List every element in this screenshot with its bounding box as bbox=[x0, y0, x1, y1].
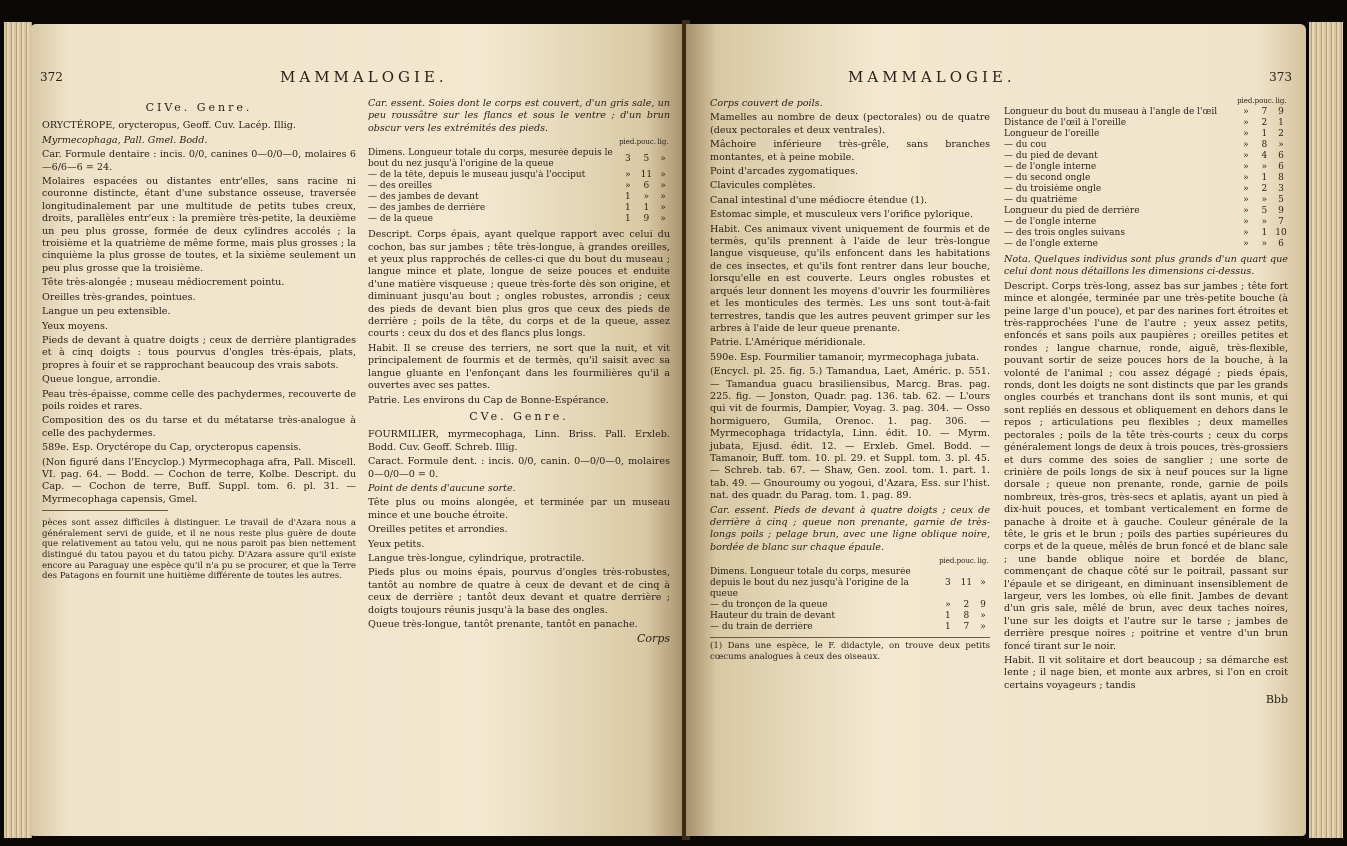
left-column-1 bbox=[42, 98, 356, 584]
dim-value: 1 bbox=[1261, 173, 1268, 183]
patrie-text: Patrie. L'Amérique méridionale. bbox=[710, 337, 866, 349]
table-row bbox=[1004, 118, 1288, 129]
table-row bbox=[1004, 129, 1288, 140]
dim-value: » bbox=[1243, 195, 1249, 205]
dimensions-header bbox=[710, 556, 990, 567]
dim-value: » bbox=[660, 181, 666, 192]
dim-value: » bbox=[980, 578, 986, 589]
dim-label: Hauteur du train de devant bbox=[710, 611, 836, 622]
dim-value: » bbox=[1243, 184, 1249, 194]
table-row bbox=[368, 192, 670, 203]
dim-value: 1 bbox=[1261, 228, 1268, 238]
signature-mark: Bbb bbox=[1265, 693, 1288, 707]
dim-value: 2 bbox=[1261, 118, 1268, 128]
dim-value: » bbox=[945, 600, 951, 611]
table-row bbox=[368, 203, 670, 214]
dim-value: » bbox=[625, 170, 631, 181]
dim-label: Longueur du bout du museau à l'angle de l'œil bbox=[1004, 107, 1218, 117]
clavicules-text: Clavicules complètes. bbox=[710, 180, 816, 192]
dim-label: Dimens. Longueur totale du corps, mesurée depuis le bout du nez jusqu'à l'origine de la queue bbox=[710, 567, 911, 600]
table-row bbox=[368, 181, 670, 192]
dim-value: 4 bbox=[1261, 151, 1268, 161]
molaires-text: Molaires espacées ou distantes entr'elles, sans racine ni couronne distincte, étant d'une substance osseuse, traversée longitudinalement par une multitude de petits tubes creux, droits, parallèles entr'eux : la première très-petite, la deuxième un peu plus grosse, formée de deux cylindres accolés ; la troisième et la quatrième de même forme, mais plus grosses ; la cinquième la plus grosse de toutes, et la sixième seulement un peu plus grosse que la troisième. bbox=[42, 176, 356, 274]
page-number: 373 bbox=[1269, 70, 1292, 84]
oreilles-text-2: Oreilles petites et arrondies. bbox=[368, 524, 508, 536]
langue-text-2: Langue très-longue, cylindrique, protractile. bbox=[368, 552, 585, 564]
dim-label: — du train de derrière bbox=[710, 622, 813, 633]
nota-text: Nota. Quelques individus sont plus grands d'un quart que celui dont nous détaillons les dimensions ci-dessus. bbox=[1004, 254, 1288, 278]
dim-value: 7 bbox=[963, 622, 970, 633]
car-essent: Car. essent. Pieds de devant à quatre doigts ; ceux de derrière à cinq ; queue non prenante, garnie de très-longs poils ; pelage brun, avec une ligne oblique noire, bordée de blanc sur chaque épaule. bbox=[710, 504, 990, 553]
dim-value: » bbox=[643, 192, 650, 203]
dim-value: 1 bbox=[1261, 129, 1268, 139]
yeux-text-2: Yeux petits. bbox=[368, 538, 425, 550]
unit-pied: pied. bbox=[1237, 97, 1255, 105]
unit-pouc: pouc. bbox=[1254, 97, 1274, 105]
table-row bbox=[710, 611, 990, 622]
page-edges-right bbox=[1309, 22, 1343, 838]
dim-label: — du troisième ongle bbox=[1004, 184, 1102, 194]
table-row bbox=[1004, 173, 1288, 184]
table-row bbox=[1004, 107, 1288, 118]
dim-value: » bbox=[1261, 217, 1268, 227]
left-column-2 bbox=[368, 98, 670, 646]
canal-text: Canal intestinal d'une médiocre étendue (1). bbox=[710, 194, 928, 206]
dim-value: 8 bbox=[1278, 173, 1284, 183]
dim-label: Longueur de l'oreille bbox=[1004, 129, 1100, 139]
dim-value: 6 bbox=[1278, 151, 1284, 161]
dim-value: » bbox=[1243, 217, 1249, 227]
dim-value: » bbox=[1243, 151, 1249, 161]
dim-value: » bbox=[660, 170, 666, 181]
dim-value: 6 bbox=[1278, 162, 1284, 172]
right-page bbox=[686, 24, 1306, 836]
running-head: MAMMALOGIE. bbox=[848, 68, 1016, 86]
dim-value: » bbox=[1243, 129, 1249, 139]
dim-value: 3 bbox=[624, 153, 631, 164]
dimensions-table bbox=[1004, 96, 1288, 250]
page-edges-left bbox=[4, 22, 32, 838]
dim-value: » bbox=[1243, 118, 1249, 128]
dim-value: 11 bbox=[960, 578, 973, 589]
dim-label: — de la tête, depuis le museau jusqu'à l'occiput bbox=[368, 170, 586, 181]
dim-value: » bbox=[660, 214, 666, 225]
left-page bbox=[30, 24, 686, 836]
langue-text: Langue un peu extensible. bbox=[42, 306, 171, 318]
genus-synonym: Myrmecophaga, Pall. Gmel. Bodd. bbox=[42, 134, 208, 146]
car-essent: Car. essent. Soies dont le corps est couvert, d'un gris sale, un peu roussâtre sur les flancs et sous le ventre ; d'un brun obscur vers les extrémités des pieds. bbox=[368, 98, 670, 134]
dim-value: 2 bbox=[963, 600, 970, 611]
dim-label: Longueur du pied de derrière bbox=[1004, 206, 1140, 216]
dim-value: 1 bbox=[643, 203, 650, 214]
dim-label: — du quatrième bbox=[1004, 195, 1078, 205]
dim-value: » bbox=[1278, 140, 1284, 150]
mamelles-text: Mamelles au nombre de deux (pectorales) ou de quatre (deux pectorales et deux ventrales). bbox=[710, 112, 990, 136]
tete-text-2: Tête plus ou moins alongée, et terminée par un museau mince et une bouche étroite. bbox=[368, 497, 670, 521]
dim-value: » bbox=[980, 622, 986, 633]
dim-label: — des jambes de devant bbox=[368, 192, 479, 203]
habit-text: Habit. Il vit solitaire et dort beaucoup ; sa démarche est lente ; il nage bien, et monte aux arbres, si l'on en croit certains voyageurs ; tandis bbox=[1004, 655, 1288, 691]
genre-title: CIVe. Genre. bbox=[145, 101, 253, 114]
dim-value: 5 bbox=[643, 153, 650, 164]
table-row bbox=[1004, 228, 1288, 239]
dim-label: Dimens. Longueur totale du corps, mesurée depuis le bout du nez jusqu'à l'origine de la queue bbox=[368, 148, 613, 170]
dim-value: » bbox=[625, 181, 631, 192]
dim-value: 3 bbox=[944, 578, 951, 589]
footnote-text: pèces sont assez difficiles à distinguer. Le travail de d'Azara nous a généralement servi de guide, et il ne nous reste plus guère de doute que relativement au tatou velu, qui ne nous paroit pas bien nettement distingué du tatou payou et du tatou pichy. D'Azara assure qu'il existe encore au Paraguay une espèce qu'il n'a pu se procurer, et que la Terre des Patagons en fournit une huitième différente de toutes les autres. bbox=[42, 518, 356, 582]
dim-value: » bbox=[1261, 239, 1268, 249]
dim-label: — de l'ongle externe bbox=[1004, 239, 1098, 249]
point-dents: Point de dents d'aucune sorte. bbox=[368, 482, 516, 494]
dim-value: » bbox=[980, 611, 986, 622]
table-row bbox=[1004, 195, 1288, 206]
table-row bbox=[710, 622, 990, 633]
descript-text: Descript. Corps très-long, assez bas sur jambes ; tête fort mince et alongée, terminée par une très-petite bouche (à peine large d'un pouce), et par des narines fort étroites et très-rapprochées l'une de l'autre ; yeux assez petits, enfoncés et sans poils aux paupières ; oreilles petites et rondes ; langue charnue, ronde, aiguë, très-flexible, pouvant sortir de seize pouces hors de la bouche, à la volonté de l'animal ; cou assez dégagé ; pieds épais, ronds, dont les doigts ne sont distincts que par les grands ongles courbés et tranchans dont ils sont munis, et qui sont repliés en dessous et obliquement en dehors dans le repos ; articulations peu flexibles ; deux mamelles pectorales ; poils de la tête très-courts ; ceux du corps généralement longs de deux à trois pouces, très-grossiers et durs comme des soies de sanglier ; une sorte de crinière de poils longs de six à neuf pouces sur la ligne dorsale ; queue non prenante, ronde, garnie de poils nombreux, très-gros, très-secs et aplatis, ayant un pied à dix-huit pouces, et tombant verticalement en forme de panache à droite et à gauche. Couleur générale de la tête, le gris et le brun ; poils des parties supérieures du corps et de la queue, mêlés de brun foncé et de blanc sale ; une bande oblique noire et bordée de blanc, commençant de chaque côté sur le poitrail, passant sur l'épaule et se dirigeant, en diminuant insensiblement de largeur, vers les lombes, où elle finit. Jambes de devant d'un gris sale, mêlé de brun, avec deux taches noires, l'une sur les doigts et l'autre sur le tarse ; jambes de derrière presque noires ; poitrine et ventre d'un brun foncé tirant sur le noir. bbox=[1004, 280, 1288, 652]
dim-label: — des oreilles bbox=[368, 181, 433, 192]
table-row bbox=[368, 148, 670, 170]
dim-value: 6 bbox=[643, 181, 650, 192]
table-row bbox=[710, 567, 990, 600]
table-row bbox=[1004, 217, 1288, 228]
peau-text: Peau très-épaisse, comme celle des pachydermes, recouverte de poils roides et rares. bbox=[42, 388, 356, 412]
dim-value: 1 bbox=[624, 203, 631, 214]
unit-pied: pied. bbox=[939, 557, 957, 566]
unit-pouc: pouc. bbox=[636, 138, 656, 147]
dim-label: — de l'ongle interne bbox=[1004, 217, 1097, 227]
dimensions-table bbox=[710, 556, 990, 633]
yeux-text: Yeux moyens. bbox=[42, 320, 108, 332]
dim-value: 1 bbox=[624, 214, 631, 225]
dim-value: 5 bbox=[1278, 195, 1284, 205]
dim-value: » bbox=[1243, 206, 1249, 216]
dim-label: — du tronçon de la queue bbox=[710, 600, 828, 611]
species-heading: 590e. Esp. Fourmilier tamanoir, myrmecophaga jubata. bbox=[710, 351, 980, 363]
synonymy-text: (Non figuré dans l'Encyclop.) Myrmecophaga afra, Pall. Miscell. VI. pag. 64. — Bodd. — Cochon de terre, Kolbe. Descript. du Cap. — Cochon de terre, Buff. Suppl. tom. 6. pl. 31. — Myrmecophaga capensis, Gmel. bbox=[42, 456, 356, 505]
oreilles-text: Oreilles très-grandes, pointues. bbox=[42, 291, 196, 303]
unit-lig: lig. bbox=[657, 138, 669, 147]
tete-text: Tête très-alongée ; museau médiocrement pointu. bbox=[42, 277, 285, 289]
table-row bbox=[1004, 206, 1288, 217]
table-row bbox=[1004, 184, 1288, 195]
dim-label: Distance de l'œil à l'oreille bbox=[1004, 118, 1127, 128]
dim-value: » bbox=[1261, 162, 1268, 172]
table-row bbox=[1004, 140, 1288, 151]
genus-fourmilier: FOURMILIER, myrmecophaga, Linn. Briss. Pall. Erxleb. Bodd. Cuv. Geoff. Schreb. Illig. bbox=[368, 429, 670, 453]
descript-text: Descript. Corps épais, ayant quelque rapport avec celui du cochon, bas sur jambes ; tête très-longue, à grandes oreilles, et yeux plus rapprochés de celles-ci que du bout du museau ; langue mince et plate, longue de seize pouces et enduite d'une matière visqueuse ; queue très-forte dès son origine, et diminuant jusqu'au bout ; ongles robustes, arrondis ; ceux des pieds de devant bien plus gros que ceux des pieds de derrière ; poils de la tête, du corps et de la queue, assez courts : ceux du dos et des flancs plus longs. bbox=[368, 229, 670, 340]
table-row bbox=[368, 214, 670, 225]
patrie-text: Patrie. Les environs du Cap de Bonne-Espérance. bbox=[368, 394, 609, 406]
genus-name: ORYCTÉROPE, orycteropus, Geoff. Cuv. Lacép. Illig. bbox=[42, 120, 296, 132]
dim-value: 3 bbox=[1278, 184, 1284, 194]
pieds-text-2: Pieds plus ou moins épais, pourvus d'ongles très-robustes, tantôt au nombre de quatre à ceux de devant et de cinq à ceux de derrière ; tantôt deux devant et quatre derrière ; doigts toujours réunis jusqu'à la base des ongles. bbox=[368, 567, 670, 616]
dim-value: » bbox=[660, 203, 666, 214]
unit-lig: lig. bbox=[977, 557, 989, 566]
dim-value: » bbox=[1261, 195, 1268, 205]
dim-value: 1 bbox=[1278, 118, 1284, 128]
dim-label: — des jambes de derrière bbox=[368, 203, 486, 214]
dim-label: — de la queue bbox=[368, 214, 433, 225]
page-number: 372 bbox=[40, 70, 63, 84]
dim-value: 9 bbox=[643, 214, 650, 225]
composition-text: Composition des os du tarse et du métatarse très-analogue à celle des pachydermes. bbox=[42, 415, 356, 439]
dim-label: — du pied de devant bbox=[1004, 151, 1098, 161]
dim-value: 8 bbox=[963, 611, 970, 622]
dim-value: » bbox=[1243, 173, 1249, 183]
dim-value: 1 bbox=[624, 192, 631, 203]
corps-text: Corps couvert de poils. bbox=[710, 98, 823, 109]
unit-pouc: pouc. bbox=[956, 557, 976, 566]
synonymy-text: (Encycl. pl. 25. fig. 5.) Tamandua, Laet, Améric. p. 551. — Tamandua guacu brasiliensibus, Marcg. Bras. pag. 225. fig. — Jonston, Quadr. pag. 136. tab. 62. — L'ours qui vit de fourmis, Dampier, Voyag. 3. pag. 304. — Osso hormiguero, Gumila, Orenoc. 1. pag. 306. — Myrmecophaga tridactyla, Linn. édit. 10. — Myrm. jubata, Ejusd. édit. 12. — Erxleb. Gmel. Bodd. — Tamanoir, Buff. tom. 10. pl. 29. et Suppl. tom. 3. pl. 45. — Schreb. tab. 67. — Shaw, Gen. zool. tom. 1. part. 1. tab. 49. — Gnouroumy ou yogoui, d'Azara, Ess. sur l'hist. nat. des quadr. du Parag. tom. 1. pag. 89. bbox=[710, 366, 990, 502]
dim-value: 1 bbox=[944, 611, 951, 622]
pieds-text: Pieds de devant à quatre doigts ; ceux de derrière plantigrades et à cinq doigts : tous pourvus d'ongles très-épais, plats, propres à fouir et se rapprochant beaucoup des vrais sabots. bbox=[42, 334, 356, 371]
habit-text: Habit. Ces animaux vivent uniquement de fourmis et de termès, qu'ils prennent à l'aide de leur très-longue langue visqueuse, qu'ils enfoncent dans les habitations de ces insectes, et qu'ils font rentrer dans leur bouche, lorsqu'elle en est couverte. Leurs ongles robustes et arqués leur donnent les moyens d'ouvrir les fourmilières et les monticules des termès. Les uns sont tout-à-fait terrestres, tandis que les autres peuvent grimper sur les arbres à l'aide de leur queue prenante. bbox=[710, 223, 990, 334]
genre-title-2: CVe. Genre. bbox=[469, 409, 569, 423]
dim-label: — des trois ongles suivans bbox=[1004, 228, 1125, 238]
dim-label: — de l'ongle interne bbox=[1004, 162, 1097, 172]
dim-label: — du second ongle bbox=[1004, 173, 1091, 183]
estomac-text: Estomac simple, et musculeux vers l'orifice pylorique. bbox=[710, 209, 973, 221]
dim-value: 7 bbox=[1278, 217, 1284, 227]
dimensions-header bbox=[1004, 96, 1288, 107]
queue-text-2: Queue très-longue, tantôt prenante, tantôt en panache. bbox=[368, 619, 638, 630]
footnote-text: (1) Dans une espèce, le F. didactyle, on trouve deux petits cœcums analogues à ceux des oiseaux. bbox=[710, 637, 990, 662]
dim-value: 9 bbox=[1278, 206, 1284, 216]
dim-value: » bbox=[1243, 239, 1249, 249]
dim-value: » bbox=[1243, 162, 1249, 172]
right-column-2 bbox=[1004, 94, 1288, 707]
dim-value: » bbox=[1243, 228, 1249, 238]
dimensions-table bbox=[368, 137, 670, 225]
arcades-text: Point d'arcades zygomatiques. bbox=[710, 166, 859, 178]
dim-value: » bbox=[1243, 107, 1249, 117]
footnote-rule bbox=[42, 510, 168, 511]
dimensions-header bbox=[368, 137, 670, 148]
dental-formula: Car. Formule dentaire : incis. 0/0, canines 0—0/0—0, molaires 6—6/6—6 = 24. bbox=[42, 149, 356, 173]
unit-lig: lig. bbox=[1275, 97, 1287, 105]
dim-value: » bbox=[660, 192, 666, 203]
dim-value: 8 bbox=[1261, 140, 1268, 150]
unit-pied: pied. bbox=[619, 138, 637, 147]
dim-value: 5 bbox=[1261, 206, 1268, 216]
catchword: Corps bbox=[637, 632, 670, 646]
dim-value: 9 bbox=[980, 600, 986, 611]
running-head: MAMMALOGIE. bbox=[280, 68, 448, 86]
table-row bbox=[368, 170, 670, 181]
dim-value: 1 bbox=[944, 622, 951, 633]
machoire-text: Mâchoire inférieure très-grêle, sans branches montantes, et à peine mobile. bbox=[710, 139, 990, 163]
dim-value: 11 bbox=[640, 170, 653, 181]
species-heading: 589e. Esp. Oryctérope du Cap, orycteropus capensis. bbox=[42, 442, 302, 454]
dim-value: » bbox=[660, 153, 666, 164]
dim-value: 7 bbox=[1261, 107, 1268, 117]
table-row bbox=[710, 600, 990, 611]
table-row bbox=[1004, 239, 1288, 250]
dim-value: 2 bbox=[1278, 129, 1284, 139]
dim-value: 6 bbox=[1278, 239, 1284, 249]
right-column-1 bbox=[710, 98, 990, 664]
dim-value: 2 bbox=[1261, 184, 1268, 194]
dim-value: 9 bbox=[1278, 107, 1284, 117]
dim-value: » bbox=[1243, 140, 1249, 150]
table-row bbox=[1004, 151, 1288, 162]
queue-text: Queue longue, arrondie. bbox=[42, 374, 161, 386]
dim-label: — du cou bbox=[1004, 140, 1047, 150]
table-row bbox=[1004, 162, 1288, 173]
dim-value: 10 bbox=[1275, 228, 1287, 238]
habit-text: Habit. Il se creuse des terriers, ne sort que la nuit, et vit principalement de fourmis et de termès, qu'il saisit avec sa langue gluante en l'enfonçant dans les fourmilières qu'il a ouvertes avec ses pattes. bbox=[368, 342, 670, 392]
dental-formula-2: Caract. Formule dent. : incis. 0/0, canin. 0—0/0—0, molaires 0—0/0—0 = 0. bbox=[368, 456, 670, 480]
